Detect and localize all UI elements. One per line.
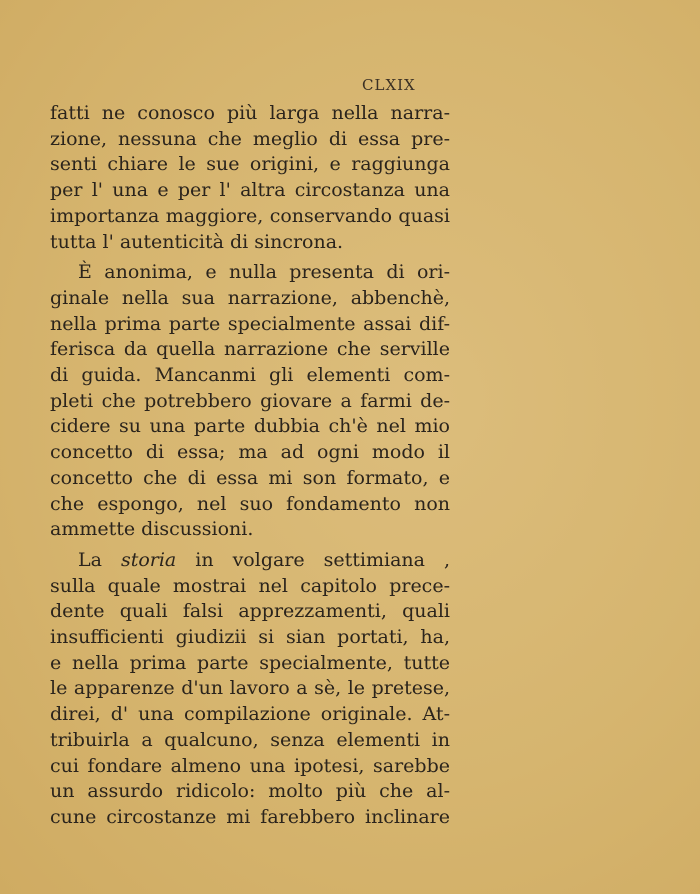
text-line: fatti ne conosco più larga nella narra-	[50, 102, 450, 124]
page-folio: CLXIX	[362, 76, 416, 94]
text-line: ammette discussioni.	[50, 518, 254, 541]
text-line: concetto di essa; ma ad ogni modo il	[50, 441, 450, 464]
text-line: direi, d' una compilazione originale. At-	[50, 703, 450, 726]
paragraph-1	[50, 101, 450, 255]
text-line: tribuirla a qualcuno, senza elementi in	[50, 728, 450, 751]
text-line: È anonima, e nulla presenta di ori-	[78, 261, 450, 284]
text-line: ferisca da quella narrazione che serville	[50, 338, 450, 361]
text-line: insufficienti giudizii si sian portati, ha,	[50, 626, 450, 649]
text-line: senti chiare le sue origini, e raggiunga	[50, 153, 450, 176]
text-line: concetto che di essa mi son formato, e	[50, 466, 450, 489]
text-line: cidere su una parte dubbia ch'è nel mio	[50, 415, 450, 438]
text-line: di guida. Mancanmi gli elementi com-	[50, 364, 450, 387]
paragraph-2	[50, 260, 450, 543]
text-line: nella prima parte specialmente assai dif-	[50, 312, 450, 335]
text-line: cune circostanze mi farebbero inclinare	[50, 805, 450, 828]
text-line: zione, nessuna che meglio di essa pre-	[50, 127, 450, 150]
text-line: tutta l' autenticità di sincrona.	[50, 230, 344, 253]
text-span: La	[78, 548, 121, 571]
text-line: per l' una e per l' altra circostanza una	[50, 179, 450, 202]
text-span: in volgare settimiana ,	[176, 548, 451, 571]
italic-title: storia	[120, 548, 177, 571]
text-line: sulla quale mostrai nel capitolo prece-	[50, 574, 450, 597]
text-line: e nella prima parte specialmente, tutte	[50, 651, 450, 674]
text-line	[50, 548, 450, 574]
text-line: pleti che potrebbero giovare a farmi de-	[50, 389, 450, 412]
text-line: dente quali falsi apprezzamenti, quali	[50, 600, 450, 623]
text-line: che espongo, nel suo fondamento non	[50, 492, 450, 515]
body-text	[50, 101, 450, 831]
text-line: ginale nella sua narrazione, abbenchè,	[50, 286, 450, 309]
text-line: un assurdo ridicolo: molto più che al-	[50, 780, 450, 803]
text-line: le apparenze d'un lavoro a sè, le pretese,	[50, 677, 450, 700]
text-line: cui fondare almeno una ipotesi, sarebbe	[50, 754, 450, 777]
text-line: importanza maggiore, conservando quasi	[50, 204, 450, 227]
paragraph-3	[50, 548, 450, 831]
